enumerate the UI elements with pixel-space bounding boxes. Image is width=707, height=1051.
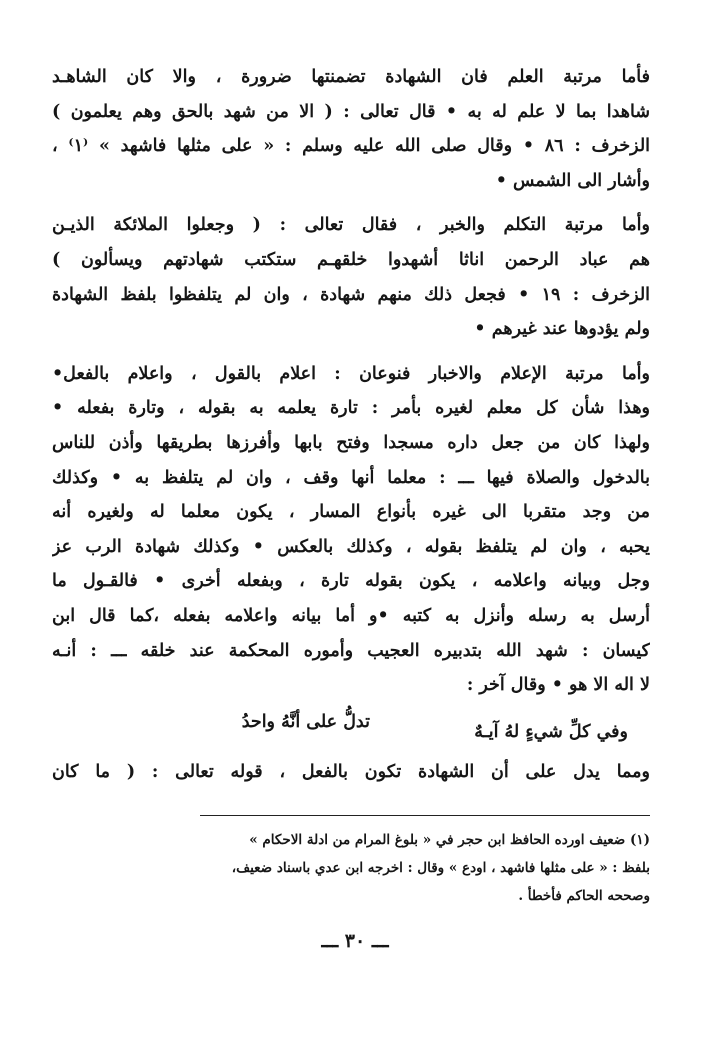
poetry-verse [52,711,650,749]
paragraph-informing [52,357,650,703]
text-line: بالدخول والصلاة فيها ـــ : معلما أنها وقف ، وان لم يتلفظ به • وكذلك [52,467,650,488]
footnote-divider [200,815,650,816]
text-line: وهذا شأن كل معلم لغيره بأمر : تارة يعلمه به بقوله ، وتارة بفعله • [52,398,650,419]
text-line: ولهذا كان من جعل داره مسجدا وفتح بابها وأفرزها بطريقها وأذن للناس [52,432,650,453]
text-line: ولم يؤدوها عند غيرهم • [474,319,650,340]
text-line: فأما مرتبة العلم فان الشهادة تضمنتها ضرورة ، والا كان الشاهـد [52,67,650,87]
text-line: شاهدا بما لا علم له به • قال تعالى : ( الا من شهد بالحق وهم يعلمون ) [52,101,650,122]
text-line: أرسل به رسله وأنزل به كتبه •و أما بيانه واعلامه بفعله ،كما قال ابن [52,605,650,626]
paragraph-speech [52,208,650,346]
page-number: ـــ ٣٠ ـــ [321,930,389,952]
text-line: ومما يدل على أن الشهادة تكون بالفعل ، قوله تعالى : ( ما كان [52,761,650,782]
text-line: وأما مرتبة الإعلام والاخبار فنوعان : اعلام بالقول ، واعلام بالفعل• [52,363,650,384]
text-line: وأشار الى الشمس • [495,170,650,191]
text-line: وجل وبيانه واعلامه ، يكون بقوله تارة ، وبفعله أخرى • فالقـول ما [52,571,650,592]
text-line: الزخرف : ١٩ • فجعل ذلك منهم شهادة ، وان لم يتلفظوا بلفظ الشهادة [52,284,650,305]
text-line: من وجد متقربا الى غيره بأنواع المسار ، يكون معلما له ولغيره أنه [52,502,650,523]
text-line: هم عباد الرحمن اناثا أشهدوا خلقهـم ستكتب شهادتهم ويسألون ) [52,249,650,270]
text-line: كيسان : شهد الله بتدبيره العجيب وأموره المحكمة عند خلقه ـــ : أنـه [52,640,650,661]
text-line: لا اله الا هو • وقال آخر : [466,675,650,696]
paragraph-knowledge [52,60,650,198]
verse-hemistich-first: وفي كلِّ شيءٍ لهُ آيـهٌ [474,721,628,742]
footnote-line: وصححه الحاكم فأخطأ . [518,888,650,904]
verse-hemistich-second: تدلُّ على أنَّهُ واحدُ [241,711,370,732]
text-line: الزخرف : ٨٦ • وقال صلى الله عليه وسلم : « على مثلها فاشهد » ⁽١⁾ ، [52,136,650,157]
text-line: يحبه ، وان لم يتلفظ بقوله ، وكذلك بالعكس • وكذلك شهادة الرب عز [52,536,650,557]
footnote [52,826,650,910]
text-line: وأما مرتبة التكلم والخبر ، فقال تعالى : ( وجعلوا الملائكة الذيـن [52,215,650,236]
page-body [52,60,650,789]
footnote-line: (١) ضعيف اورده الحافظ ابن حجر في « بلوغ المرام من ادلة الاحكام » [249,832,650,848]
footnote-line: بلفظ : « على مثلها فاشهد ، اودع » وقال : اخرجه ابن عدي باسناد ضعيف، [231,860,650,876]
